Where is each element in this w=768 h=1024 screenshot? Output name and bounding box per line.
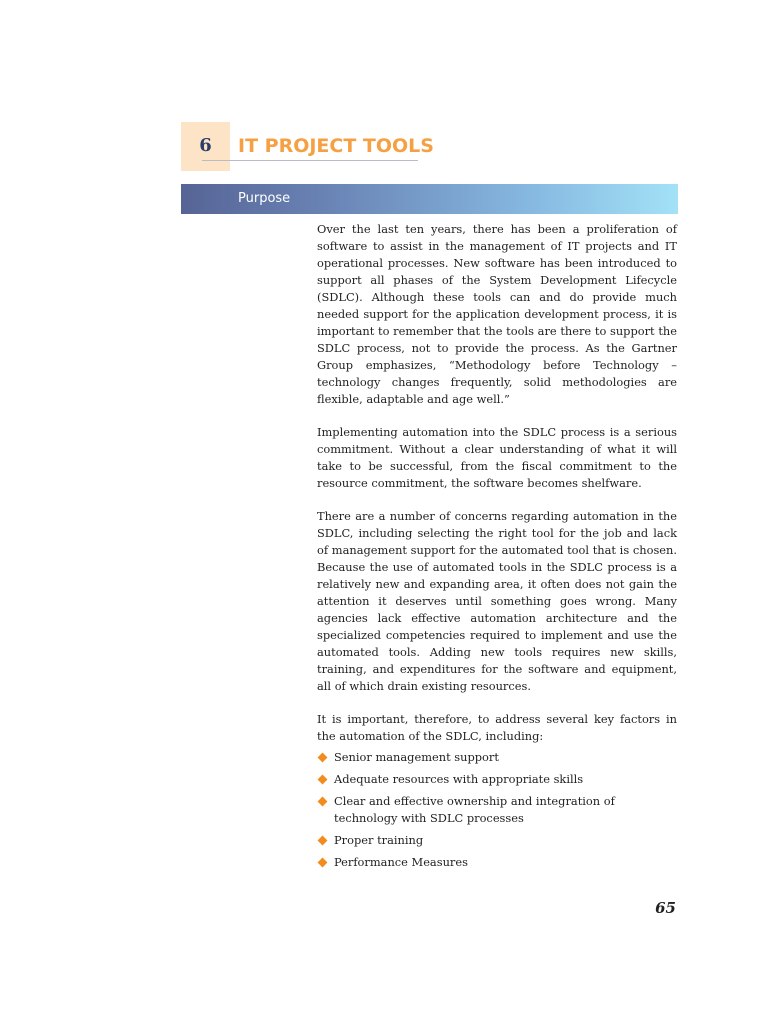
list-item-text: Adequate resources with appropriate skills <box>334 772 584 786</box>
body-text <box>317 221 677 876</box>
list-item <box>317 832 677 849</box>
orange-diamond-icon <box>318 775 328 785</box>
chapter-title: IT PROJECT TOOLS <box>238 135 434 157</box>
paragraph: It is important, therefore, to address several key factors in the automation of the SDLC, including: <box>317 712 677 743</box>
orange-diamond-icon <box>318 753 328 763</box>
chapter-number-box <box>181 122 230 171</box>
list-item <box>317 771 677 788</box>
paragraph: Implementing automation into the SDLC process is a serious commitment. Without a clear understanding of what it will take to be successful, from the fiscal commitment to the resource commitment, the software becomes shelfware. <box>317 425 677 490</box>
orange-diamond-icon <box>318 836 328 846</box>
list-item-text: Performance Measures <box>334 855 468 869</box>
orange-diamond-icon <box>318 858 328 868</box>
chapter-number: 6 <box>199 135 212 156</box>
list-item-text: Proper training <box>334 833 424 847</box>
section-header-bar <box>181 184 678 214</box>
list-item <box>317 793 677 827</box>
title-underline <box>202 160 418 161</box>
paragraph: Over the last ten years, there has been a proliferation of software to assist in the management of IT projects and IT operational processes. New software has been introduced to support all phases of the System Development Lifecycle (SDLC). Although these tools can and do provide much needed support for the application development process, it is important to remember that the tools are there to support the SDLC process, not to provide the process. As the Gartner Group emphasizes, “Methodology before Technology – technology changes frequently, solid methodologies are flexible, adaptable and age well.” <box>317 222 677 406</box>
list-item-text: Clear and effective ownership and integration of technology with SDLC processes <box>334 794 615 825</box>
list-item-text: Senior management support <box>334 750 499 764</box>
list-item <box>317 854 677 871</box>
page-number: 65 <box>655 899 676 917</box>
bullet-list <box>317 749 677 871</box>
orange-diamond-icon <box>318 797 328 807</box>
list-item <box>317 749 677 766</box>
section-title: Purpose <box>238 191 291 206</box>
paragraph: There are a number of concerns regarding automation in the SDLC, including selecting the right tool for the job and lack of management support for the automated tool that is chosen. Because the use of automated tools in the SDLC process is a relatively new and expanding area, it often does not gain the attention it deserves until something goes wrong. Many agencies lack effective automation architecture and the specialized competencies required to implement and use the automated tools. Adding new tools requires new skills, training, and expenditures for the software and equipment, all of which drain existing resources. <box>317 509 677 693</box>
